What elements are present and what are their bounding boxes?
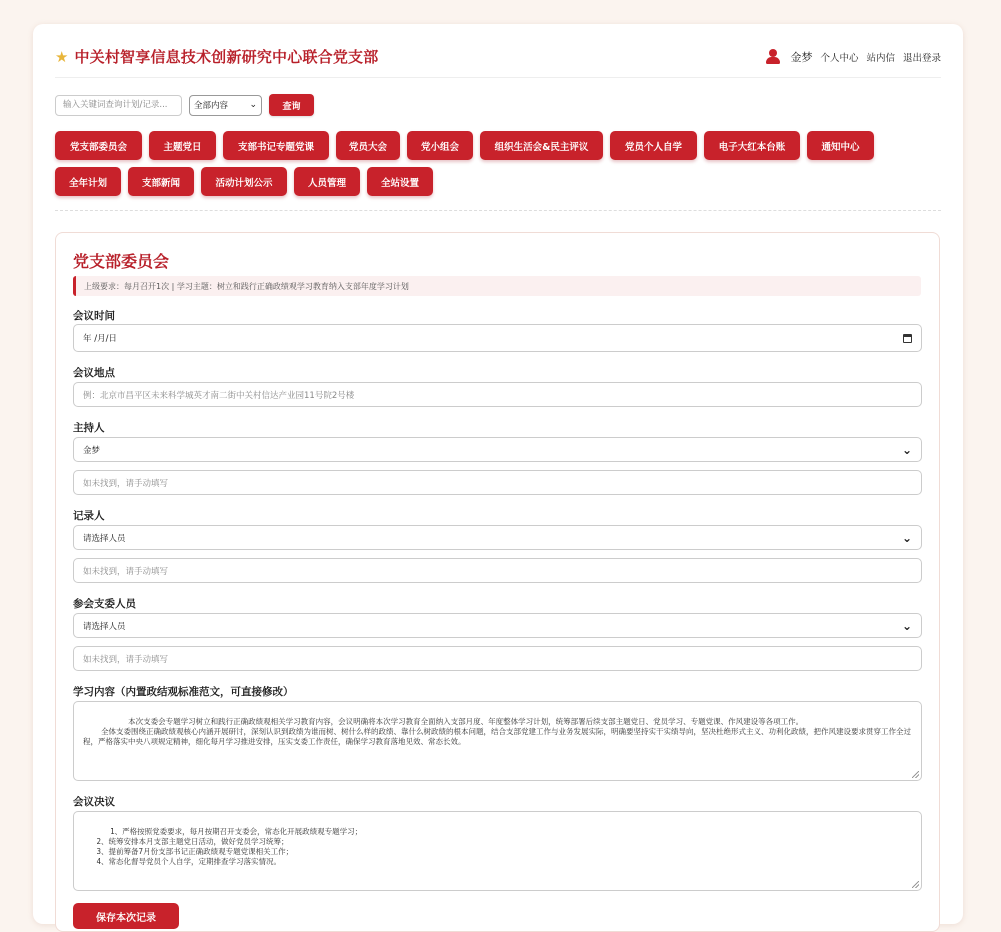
page-header (55, 46, 941, 78)
meeting-form-panel (55, 232, 940, 932)
meeting-place-input[interactable]: 例：北京市昌平区未来科学城英才南二街中关村信达产业园11号院2号楼 (73, 382, 922, 407)
search-bar (55, 94, 314, 116)
nav-party-group[interactable]: 党小组会 (407, 131, 473, 160)
site-title: 中关村智享信息技术创新研究中心联合党支部 (74, 48, 379, 66)
host-select[interactable] (73, 437, 922, 462)
recorder-select[interactable] (73, 525, 922, 550)
meeting-place-label: 会议地点 (73, 367, 115, 379)
members-label: 参会支委人员 (73, 598, 136, 610)
nav-party-congress[interactable]: 党员大会 (336, 131, 400, 160)
resolution-text: 1、严格按照党委要求，每月按期召开支委会，常态化开展政绩观专题学习； 2、统筹安排本月支部主题党日活动，做好党员学习统筹； 3、提前筹备7月份支部书记正确政绩观专题党课相关工作； 4、常态化督导党员个人自学，定期排查学习落实情况。 (96, 827, 363, 866)
site-messages-link[interactable]: 站内信 (866, 52, 895, 64)
chevron-down-icon: ⌄ (901, 530, 912, 545)
user-name: 金梦 (790, 50, 813, 64)
logout-link[interactable]: 退出登录 (902, 52, 941, 64)
recorder-manual-input[interactable]: 如未找到，请手动填写 (73, 558, 922, 583)
section-divider (55, 210, 941, 211)
study-content-label: 学习内容（内置政结观标准范文，可直接修改） (73, 686, 294, 698)
resolution-label: 会议决议 (73, 796, 115, 808)
user-area (766, 49, 941, 65)
nav-self-study[interactable]: 党员个人自学 (610, 131, 697, 160)
recorder-select-value: 请选择人员 (83, 533, 126, 544)
meeting-date-value: 年 /月/日 (83, 334, 117, 344)
nav-org-life-meeting[interactable]: 组织生活会&民主评议 (480, 131, 603, 160)
chevron-down-icon: ⌄ (249, 100, 257, 110)
nav-row-1 (55, 131, 935, 160)
host-select-value: 金梦 (83, 445, 101, 456)
resize-handle-icon[interactable] (912, 881, 919, 888)
module-nav (55, 131, 935, 203)
nav-row-2 (55, 167, 935, 196)
search-scope-value: 全部内容 (194, 101, 229, 111)
panel-title: 党支部委员会 (73, 252, 170, 271)
resolution-textarea[interactable] (73, 811, 922, 891)
study-content-textarea[interactable] (73, 701, 922, 781)
personal-center-link[interactable]: 个人中心 (820, 52, 859, 64)
requirement-note: 上级要求：每月召开1次 | 学习主题：树立和践行正确政绩观学习教育纳入支部年度学习计划 (73, 276, 921, 296)
nav-branch-news[interactable]: 支部新闻 (128, 167, 194, 196)
members-select[interactable] (73, 613, 922, 638)
nav-red-ledger[interactable]: 电子大红本台账 (704, 131, 800, 160)
site-title-group (55, 46, 378, 67)
user-avatar-icon (766, 49, 780, 65)
star-icon: ★ (55, 47, 69, 66)
meeting-time-label: 会议时间 (73, 310, 115, 322)
nav-personnel[interactable]: 人员管理 (294, 167, 360, 196)
chevron-down-icon: ⌄ (901, 442, 912, 457)
calendar-icon[interactable] (903, 334, 912, 343)
search-scope-select[interactable] (189, 95, 262, 116)
resize-handle-icon[interactable] (912, 771, 919, 778)
members-select-value: 请选择人员 (83, 621, 126, 632)
study-content-text: 本次支委会专题学习树立和践行正确政绩观相关学习教育内容，会议明确将本次学习教育全面纳入支部月度、年度整体学习计划，统筹部署后续支部主题党日、党员学习、专题党课、作风建设等各项工作。 全体支委围绕正确政绩观核心内涵开展研讨，深刻认识到政绩为谁而树、树什么样的政绩、靠什么树政绩的根本问题，结合支部党建工作与业务发展实际，明确要坚持实干实绩导向，坚决杜绝形式主义、功利化政绩，把作风建设要求贯穿工作全过程，严格落实中央八项规定精神，细化每月学习推进安排，压实支委工作责任，确保学习教育落地见效、常态长效。 (83, 717, 912, 746)
recorder-label: 记录人 (73, 510, 105, 522)
nav-activity-plan[interactable]: 活动计划公示 (201, 167, 287, 196)
nav-theme-party-day[interactable]: 主题党日 (149, 131, 216, 160)
search-input[interactable] (55, 95, 182, 116)
host-manual-input[interactable]: 如未找到，请手动填写 (73, 470, 922, 495)
nav-site-settings[interactable]: 全站设置 (367, 167, 433, 196)
nav-secretary-lecture[interactable]: 支部书记专题党课 (223, 131, 329, 160)
members-manual-input[interactable]: 如未找到，请手动填写 (73, 646, 922, 671)
main-card (33, 24, 963, 924)
query-button[interactable]: 查询 (269, 94, 314, 116)
chevron-down-icon: ⌄ (901, 618, 912, 633)
nav-annual-plan[interactable]: 全年计划 (55, 167, 121, 196)
save-record-button[interactable]: 保存本次记录 (73, 903, 179, 929)
nav-branch-committee[interactable]: 党支部委员会 (55, 131, 142, 160)
meeting-date-input[interactable] (73, 324, 922, 352)
host-label: 主持人 (73, 422, 105, 434)
nav-notice-center[interactable]: 通知中心 (807, 131, 874, 160)
